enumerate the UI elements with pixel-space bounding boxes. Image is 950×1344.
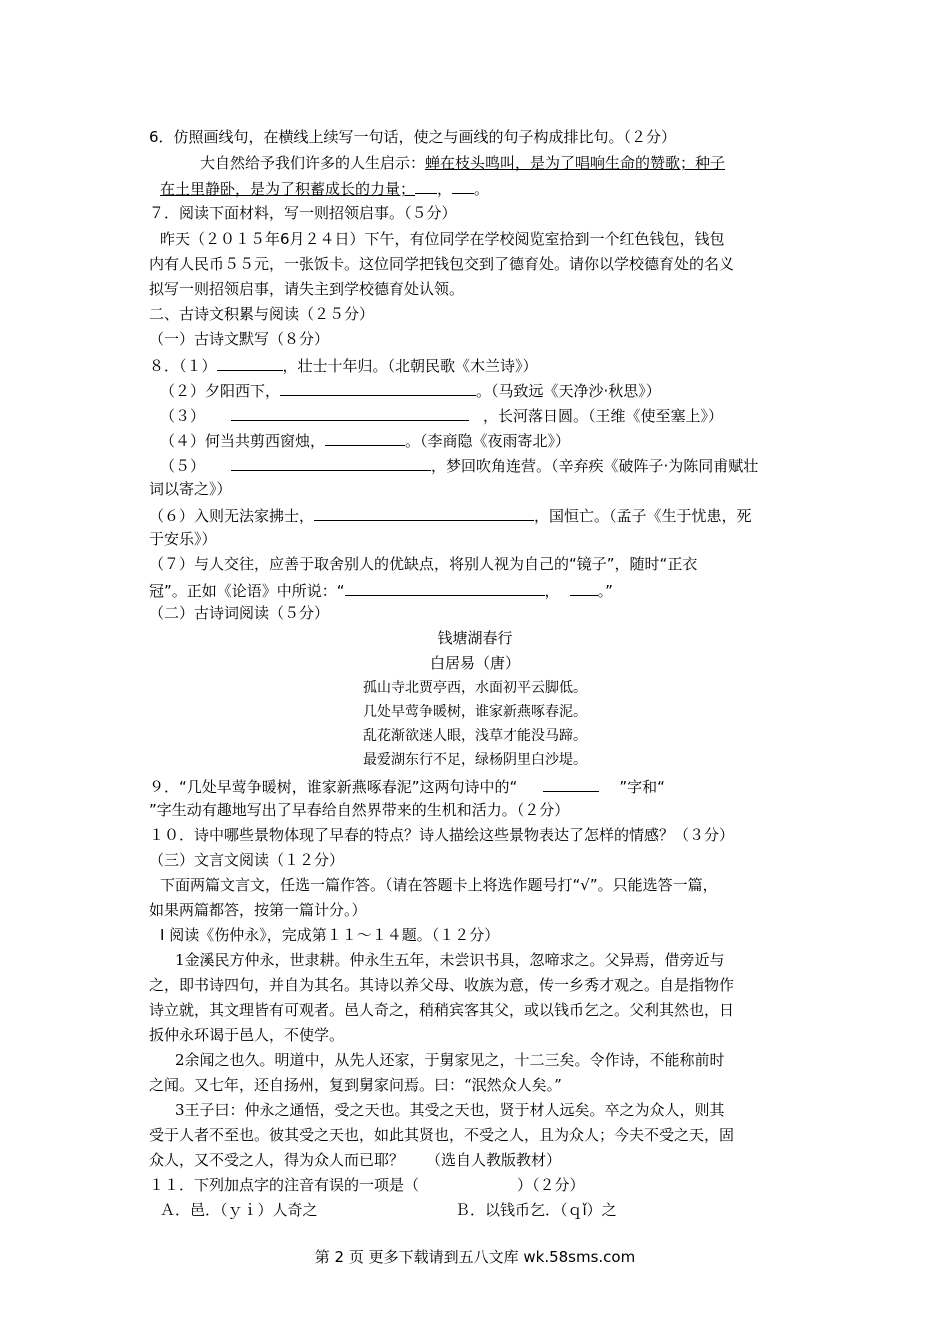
passage-p3-line3-text: 众人，又不受之人，得为众人而已耶？ [149, 1151, 405, 1169]
q8-2-head: （２）夕阳西下， [160, 382, 281, 400]
q8-7-head: 冠”。正如《论语》中所说：“ [149, 582, 345, 600]
q9-line2: ”字生动有趣地写出了早春给自然界带来的生机和活力。（２分） [149, 801, 570, 819]
q9-blank-1[interactable] [543, 775, 599, 792]
q6-line2 [160, 177, 489, 199]
q9-tail: ”字和“ [619, 778, 665, 796]
q8-3 [160, 404, 723, 426]
part3-title: （三）文言文阅读（１２分） [149, 851, 345, 869]
q8-6 [149, 504, 752, 526]
passage-p3-line1: 3王子曰：仲永之通悟，受之天也。其受之天也，贤于材人远矣。卒之为众人，则其 [175, 1101, 725, 1119]
q8-4-blank[interactable] [325, 429, 405, 446]
part3-instr-line1: 下面两篇文言文，任选一篇作答。（请在答题卡上将选作题号打“√”。只能选答一篇， [160, 876, 718, 894]
passage-p3-line3 [149, 1150, 561, 1170]
q8-7-blank-2[interactable] [570, 579, 598, 596]
passage-p3-line2: 受于人者不至也。彼其受之天也，如此其贤也，不受之人，且为众人；今夫不受之天，固 [149, 1126, 735, 1144]
q6-blank-2[interactable] [452, 177, 474, 194]
q6-comma: ， [437, 180, 453, 198]
poem-line-1: 孤山寺北贾亭西，水面初平云脚低。 [363, 680, 587, 696]
poem-line-4: 最爱湖东行不足，绿杨阴里白沙堤。 [363, 752, 587, 768]
q8-7-mid: ， [544, 582, 560, 600]
q8-3-blank[interactable] [231, 404, 469, 421]
q8-7-end: 。” [597, 582, 613, 600]
q8-5-head: （５） [160, 457, 206, 475]
q11-tail: ）（２分） [517, 1176, 585, 1194]
q10-text: １０．诗中哪些景物体现了早春的特点？诗人描绘这些景物表达了怎样的情感？（３分） [149, 826, 735, 844]
q7-prompt: ７．阅读下面材料，写一则招领启事。（５分） [149, 204, 457, 222]
passage-p1-line4: 扳仲永环谒于邑人，不使学。 [149, 1026, 345, 1044]
section2-part1-title: （一）古诗文默写（８分） [149, 330, 330, 348]
q7-text-line1: 昨天（２０１５年6月２４日）下午，有位同学在学校阅览室拾到一个红色钱包，钱包 [160, 230, 725, 248]
q8-1-label: ８．（１） [149, 357, 217, 375]
q6-line1 [200, 153, 725, 173]
passage-source: （选自人教版教材） [426, 1151, 562, 1169]
q8-5-tail: ，梦回吹角连营。（辛弃疾《破阵子·为陈同甫赋壮 [431, 457, 759, 475]
q11-option-b: Ｂ．以钱币乞．（ｑǐ）之 [455, 1201, 617, 1219]
q6-blank-1[interactable] [415, 177, 437, 194]
q8-5-line2: 词以寄之》） [149, 480, 232, 498]
q9-line1 [149, 775, 665, 797]
q6-line1-plain: 大自然给予我们许多的人生启示： [200, 154, 426, 172]
q8-3-head: （３） [160, 407, 206, 425]
q11-head: １１．下列加点字的注音有误的一项是（ [149, 1176, 420, 1194]
poem-title: 钱塘湖春行 [437, 629, 513, 647]
q8-4-tail: 。（李商隐《夜雨寄北》） [405, 432, 571, 450]
poem-line-3: 乱花渐欲迷人眼，浅草才能没马蹄。 [363, 728, 587, 744]
passage-p1-line2: 之，即书诗四句，并自为其名。其诗以养父母、收族为意，传一乡秀才观之。自是指物作 [149, 976, 735, 994]
q7-text-line3: 拟写一则招领启事，请失主到学校德育处认领。 [149, 280, 465, 298]
q6-end: 。 [474, 180, 490, 198]
q8-7-blank-1[interactable] [345, 579, 545, 596]
part3-instr-line2: 如果两篇都答，按第一篇计分。） [149, 901, 367, 919]
q8-7-line1: （７）与人交往，应善于取舍别人的优缺点，将别人视为自己的“镜子”，随时“正衣 [149, 555, 698, 573]
part3-reading-title: Ⅰ 阅读《伤仲永》，完成第１１～１４题。（１２分） [160, 926, 500, 944]
passage-p2-line2: 之闻。又七年，还自扬州，复到舅家问焉。曰：“泯然众人矣。” [149, 1076, 562, 1094]
q8-6-tail: ，国恒亡。（孟子《生于忧患，死 [534, 507, 752, 525]
q7-text-line2: 内有人民币５５元，一张饭卡。这位同学把钱包交到了德育处。请你以学校德育处的名义 [149, 255, 735, 273]
q8-3-tail: ，长河落日圆。（王维《使至塞上》） [483, 407, 724, 425]
q8-1-blank[interactable] [217, 354, 283, 371]
poem-line-2: 几处早莺争暖树，谁家新燕啄春泥。 [363, 704, 587, 720]
page-footer: 第 2 页 更多下载请到五八文库 wk.58sms.com [314, 1248, 636, 1266]
poem-author: 白居易（唐） [429, 654, 520, 672]
q8-6-head: （６）入则无法家拂士， [149, 507, 315, 525]
q8-6-line2: 于安乐》） [149, 530, 217, 548]
q8-5-blank[interactable] [231, 454, 431, 471]
q9-head: ９．“几处早莺争暖树，谁家新燕啄春泥”这两句诗中的“ [149, 778, 518, 796]
q8-2-tail: 。（马致远《天净沙·秋思》） [476, 382, 661, 400]
section2-part2-title: （二）古诗词阅读（５分） [149, 604, 330, 622]
q8-2 [160, 379, 661, 401]
q8-5 [160, 454, 758, 476]
passage-p1-line1: 1金溪民方仲永，世隶耕。仲永生五年，未尝识书具，忽啼求之。父异焉，借旁近与 [175, 951, 725, 969]
section2-title: 二、古诗文积累与阅读（２５分） [149, 305, 375, 323]
q6-line2-underlined: 在土里静卧，是为了积蓄成长的力量； [160, 180, 416, 198]
q8-6-blank[interactable] [314, 504, 534, 521]
q8-4 [160, 429, 570, 451]
q8-1-tail: ，壮士十年归。（北朝民歌《木兰诗》） [282, 357, 538, 375]
q6-line1-underlined: 蝉在枝头鸣叫，是为了唱响生命的赞歌；种子 [425, 154, 726, 172]
passage-p2-line1: 2余闻之也久。明道中，从先人还家，于舅家见之，十二三矣。令作诗，不能称前时 [175, 1051, 725, 1069]
passage-p1-line3: 诗立就，其文理皆有可观者。邑人奇之，稍稍宾客其父，或以钱币乞之。父利其然也，日 [149, 1001, 735, 1019]
q6-prompt: 6．仿照画线句，在横线上续写一句话，使之与画线的句子构成排比句。（２分） [149, 128, 677, 146]
q8-4-head: （４）何当共剪西窗烛， [160, 432, 326, 450]
q11-prompt [149, 1175, 585, 1195]
q11-option-a: Ａ．邑．（ｙｉ）人奇之 [160, 1201, 318, 1219]
q8-1 [149, 354, 538, 376]
q8-2-blank[interactable] [280, 379, 476, 396]
q8-7-line2 [149, 579, 613, 601]
